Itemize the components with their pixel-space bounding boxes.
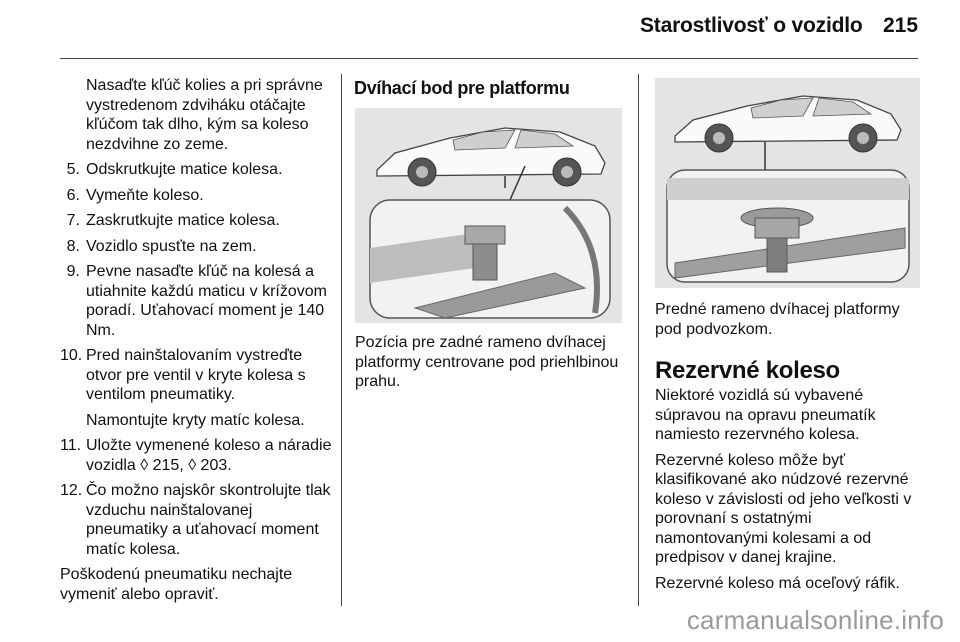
header-rule [60,58,918,59]
list-item [60,346,332,405]
figure-caption-rear: Pozícia pre zadné rameno dvíhacej platformy centrovane pod priehlbinou prahu. [355,334,619,390]
list-item [60,237,332,257]
list-item [60,436,332,475]
paragraph: Rezervné koleso môže byť klasifikované ako núdzové rezervné koleso v závislosti od jeho veľkosti v porovnaní s ostatnými namontovanými kolesami a od predpisov v danej krajine. [655,451,912,566]
list-item [60,481,332,559]
step-text: Pevne nasaďte kľúč na kolesá a utiahnite každú maticu v krížovom poradí. Uťahovací moment je 140 Nm. [86,263,327,339]
step-text: Uložte vymenené koleso a náradie vozidla ◊ 215, ◊ 203. [86,437,332,474]
paragraph: Niektoré vozidlá sú vybavené súpravou na opravu pneumatík namiesto rezervného kolesa. [655,387,876,443]
list-item [60,262,332,340]
step-number: 10. [60,347,83,364]
figure-caption-front: Predné rameno dvíhacej platformy pod podvozkom. [655,301,900,338]
list-item [60,211,332,231]
spare-wheel-text [655,386,925,599]
page-number: 215 [883,14,919,37]
step-text: Čo možno najskôr skontrolujte tlak vzduchu nainštalovanej pneumatiky a uťahovací moment matíc kolesa. [86,482,331,558]
watermark: carmanualsonline.info [686,605,944,635]
rear-lift-arm-illustration [355,108,622,323]
step-number: 9. [66,263,80,280]
page-header-title: Starostlivosť o vozidlo [640,14,863,37]
step-number: 7. [66,212,80,229]
continuation-paragraph: Nasaďte kľúč kolies a pri správne vystredenom zdviháku otáčajte kľúčom tak dlho, kým sa koleso nezdvihne zo zeme. [86,77,323,153]
step-number: 6. [66,186,80,204]
column-divider-left [341,74,342,606]
step-text: Zaskrutkujte matice kolesa. [86,212,280,229]
car-lift-diagram-front [655,78,920,288]
step-number: 8. [66,237,80,255]
paragraph: Rezervné koleso má oceľový ráfik. [655,574,900,592]
front-lift-arm-illustration [655,78,920,288]
step-text: Odskrutkujte matice kolesa. [86,161,283,178]
step-number: 11. [60,437,82,454]
section-heading-spare-wheel: Rezervné koleso [655,357,840,384]
step-text: Vymeňte koleso. [86,186,204,204]
column-divider-right [638,74,639,606]
list-item [60,160,332,180]
step-text: Vozidlo spusťte na zem. [86,237,257,255]
final-note: Poškodenú pneumatiku nechajte vymeniť alebo opraviť. [60,566,293,603]
instructions-column [60,76,332,610]
step-number: 5. [66,161,80,178]
section-heading-lift-point: Dvíhací bod pre platformu [354,78,570,98]
list-item [60,186,332,206]
step-note: Namontujte kryty matíc kolesa. [86,411,305,429]
step-text: Pred nainštalovaním vystreďte otvor pre ventil v kryte kolesa s ventilom pneumatiky. [86,347,306,403]
step-number: 12. [60,482,83,499]
car-lift-diagram [355,108,622,323]
